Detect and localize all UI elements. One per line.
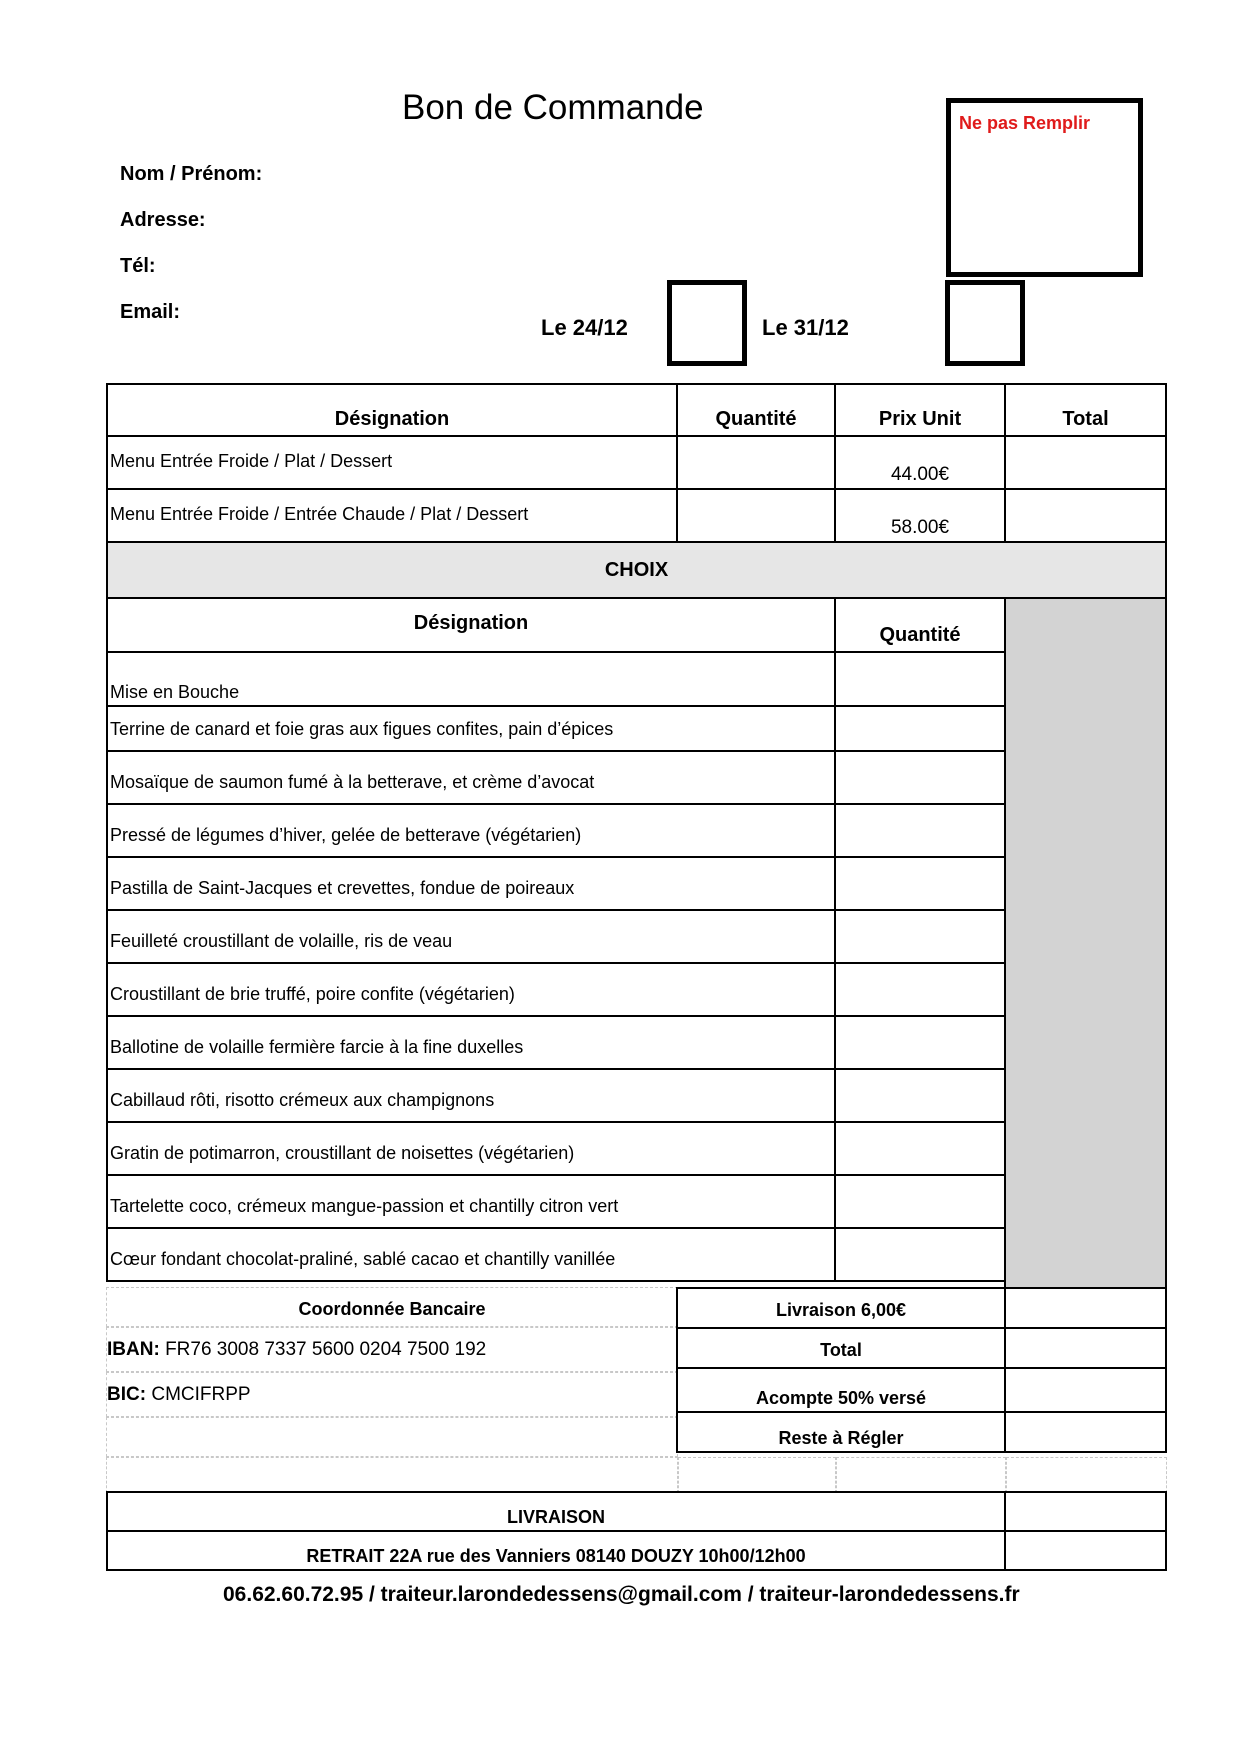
menu-row-1-prix: 44.00€ bbox=[834, 435, 1006, 490]
choix-item-quantity[interactable] bbox=[834, 1121, 1006, 1176]
choix-item: Pastilla de Saint-Jacques et crevettes, fondue de poireaux bbox=[106, 856, 836, 911]
field-phone-label: Tél: bbox=[120, 255, 156, 277]
choix-col-designation: Désignation bbox=[106, 597, 836, 653]
date-24-checkbox[interactable] bbox=[667, 280, 747, 366]
choix-item-quantity[interactable] bbox=[834, 962, 1006, 1017]
spacer-cell-3 bbox=[836, 1457, 1006, 1493]
choix-item: Croustillant de brie truffé, poire confite (végétarien) bbox=[106, 962, 836, 1017]
office-use-label: Ne pas Remplir bbox=[959, 113, 1091, 133]
choix-item: Cabillaud rôti, risotto crémeux aux champignons bbox=[106, 1068, 836, 1123]
footer-contact: 06.62.60.72.95 / traiteur.larondedessens@gmail.com / traiteur-larondedessens.fr bbox=[223, 1583, 1020, 1606]
summary-livraison-label: Livraison 6,00€ bbox=[676, 1287, 1006, 1329]
date-24-label: Le 24/12 bbox=[541, 315, 628, 340]
menus-col-prix: Prix Unit bbox=[834, 383, 1006, 437]
choix-item: Tartelette coco, crémeux mangue-passion et chantilly citron vert bbox=[106, 1174, 836, 1229]
pickup-check-cell[interactable] bbox=[1004, 1530, 1167, 1571]
choix-unused-column bbox=[1004, 597, 1167, 1289]
choix-item-quantity[interactable] bbox=[834, 909, 1006, 964]
field-name-input[interactable] bbox=[300, 160, 900, 188]
field-email-label: Email: bbox=[120, 301, 181, 323]
field-address-input[interactable] bbox=[220, 206, 900, 234]
office-use-box bbox=[946, 98, 1143, 277]
choix-item-quantity[interactable] bbox=[834, 1174, 1006, 1229]
menus-col-total: Total bbox=[1004, 383, 1167, 437]
delivery-check-cell[interactable] bbox=[1004, 1491, 1167, 1532]
choix-item-quantity[interactable] bbox=[834, 1015, 1006, 1070]
choix-item-quantity[interactable] bbox=[834, 803, 1006, 858]
menu-row-2-quantite[interactable] bbox=[676, 488, 836, 543]
bank-empty-row bbox=[106, 1417, 678, 1457]
field-address-label: Adresse: bbox=[120, 209, 206, 231]
field-email-input[interactable] bbox=[200, 298, 520, 326]
summary-reste-label: Reste à Régler bbox=[676, 1411, 1006, 1453]
choix-item: Gratin de potimarron, croustillant de noisettes (végétarien) bbox=[106, 1121, 836, 1176]
date-31-label: Le 31/12 bbox=[762, 315, 849, 340]
bank-bic-label: BIC: bbox=[107, 1384, 147, 1405]
bank-bic-value: CMCIFRPP bbox=[151, 1384, 251, 1405]
choix-item-quantity[interactable] bbox=[834, 1068, 1006, 1123]
field-name-label: Nom / Prénom: bbox=[120, 163, 263, 185]
choix-item-quantity[interactable] bbox=[834, 705, 1006, 752]
payment-section bbox=[106, 1287, 1167, 1487]
choix-item-quantity[interactable] bbox=[834, 750, 1006, 805]
menu-row-2-designation: Menu Entrée Froide / Entrée Chaude / Plat / Dessert bbox=[106, 488, 678, 543]
menu-row-2-prix: 58.00€ bbox=[834, 488, 1006, 543]
bank-title: Coordonnée Bancaire bbox=[106, 1287, 678, 1327]
menu-row-1-total bbox=[1004, 435, 1167, 490]
choix-item-quantity[interactable] bbox=[834, 856, 1006, 911]
choix-item: Ballotine de volaille fermière farcie à la fine duxelles bbox=[106, 1015, 836, 1070]
choix-section bbox=[106, 541, 1167, 599]
menus-col-quantite: Quantité bbox=[676, 383, 836, 437]
summary-total-value bbox=[1004, 1327, 1167, 1369]
summary-total-label: Total bbox=[676, 1327, 1006, 1369]
delivery-title: LIVRAISON bbox=[106, 1491, 1006, 1532]
menus-table bbox=[106, 383, 1167, 543]
choix-item-quantity[interactable] bbox=[834, 1227, 1006, 1282]
choix-item: Terrine de canard et foie gras aux figues confites, pain d’épices bbox=[106, 705, 836, 752]
spacer-cell-1 bbox=[106, 1457, 678, 1493]
choix-item: Mosaïque de saumon fumé à la betterave, et crème d’avocat bbox=[106, 750, 836, 805]
menu-row-1-designation: Menu Entrée Froide / Plat / Dessert bbox=[106, 435, 678, 490]
summary-livraison-value bbox=[1004, 1287, 1167, 1329]
bank-iban-row bbox=[106, 1327, 678, 1372]
choix-item: Cœur fondant chocolat-praliné, sablé cacao et chantilly vanillée bbox=[106, 1227, 836, 1282]
menu-row-2-total bbox=[1004, 488, 1167, 543]
bank-iban-label: IBAN: bbox=[107, 1339, 160, 1360]
document-title: Bon de Commande bbox=[402, 88, 704, 127]
delivery-pickup: RETRAIT 22A rue des Vanniers 08140 DOUZY 10h00/12h00 bbox=[106, 1530, 1006, 1571]
choix-item-quantity[interactable] bbox=[834, 651, 1006, 707]
summary-reste-value bbox=[1004, 1411, 1167, 1453]
bank-bic-row bbox=[106, 1372, 678, 1417]
summary-acompte-label: Acompte 50% versé bbox=[676, 1367, 1006, 1413]
choix-title: CHOIX bbox=[106, 541, 1167, 599]
choix-item: Mise en Bouche bbox=[106, 651, 836, 707]
delivery-section bbox=[106, 1491, 1167, 1571]
choix-item: Feuilleté croustillant de volaille, ris de veau bbox=[106, 909, 836, 964]
summary-acompte-value bbox=[1004, 1367, 1167, 1413]
spacer-cell-4 bbox=[1006, 1457, 1167, 1493]
choix-item: Pressé de légumes d’hiver, gelée de betterave (végétarien) bbox=[106, 803, 836, 858]
menus-col-designation: Désignation bbox=[106, 383, 678, 437]
field-phone-input[interactable] bbox=[170, 252, 650, 280]
menu-row-1-quantite[interactable] bbox=[676, 435, 836, 490]
choix-col-quantite: Quantité bbox=[834, 597, 1006, 653]
date-31-checkbox[interactable] bbox=[945, 280, 1025, 366]
bank-iban-value: FR76 3008 7337 5600 0204 7500 192 bbox=[165, 1339, 487, 1360]
choix-table bbox=[106, 597, 1167, 1287]
spacer-cell-2 bbox=[678, 1457, 836, 1493]
